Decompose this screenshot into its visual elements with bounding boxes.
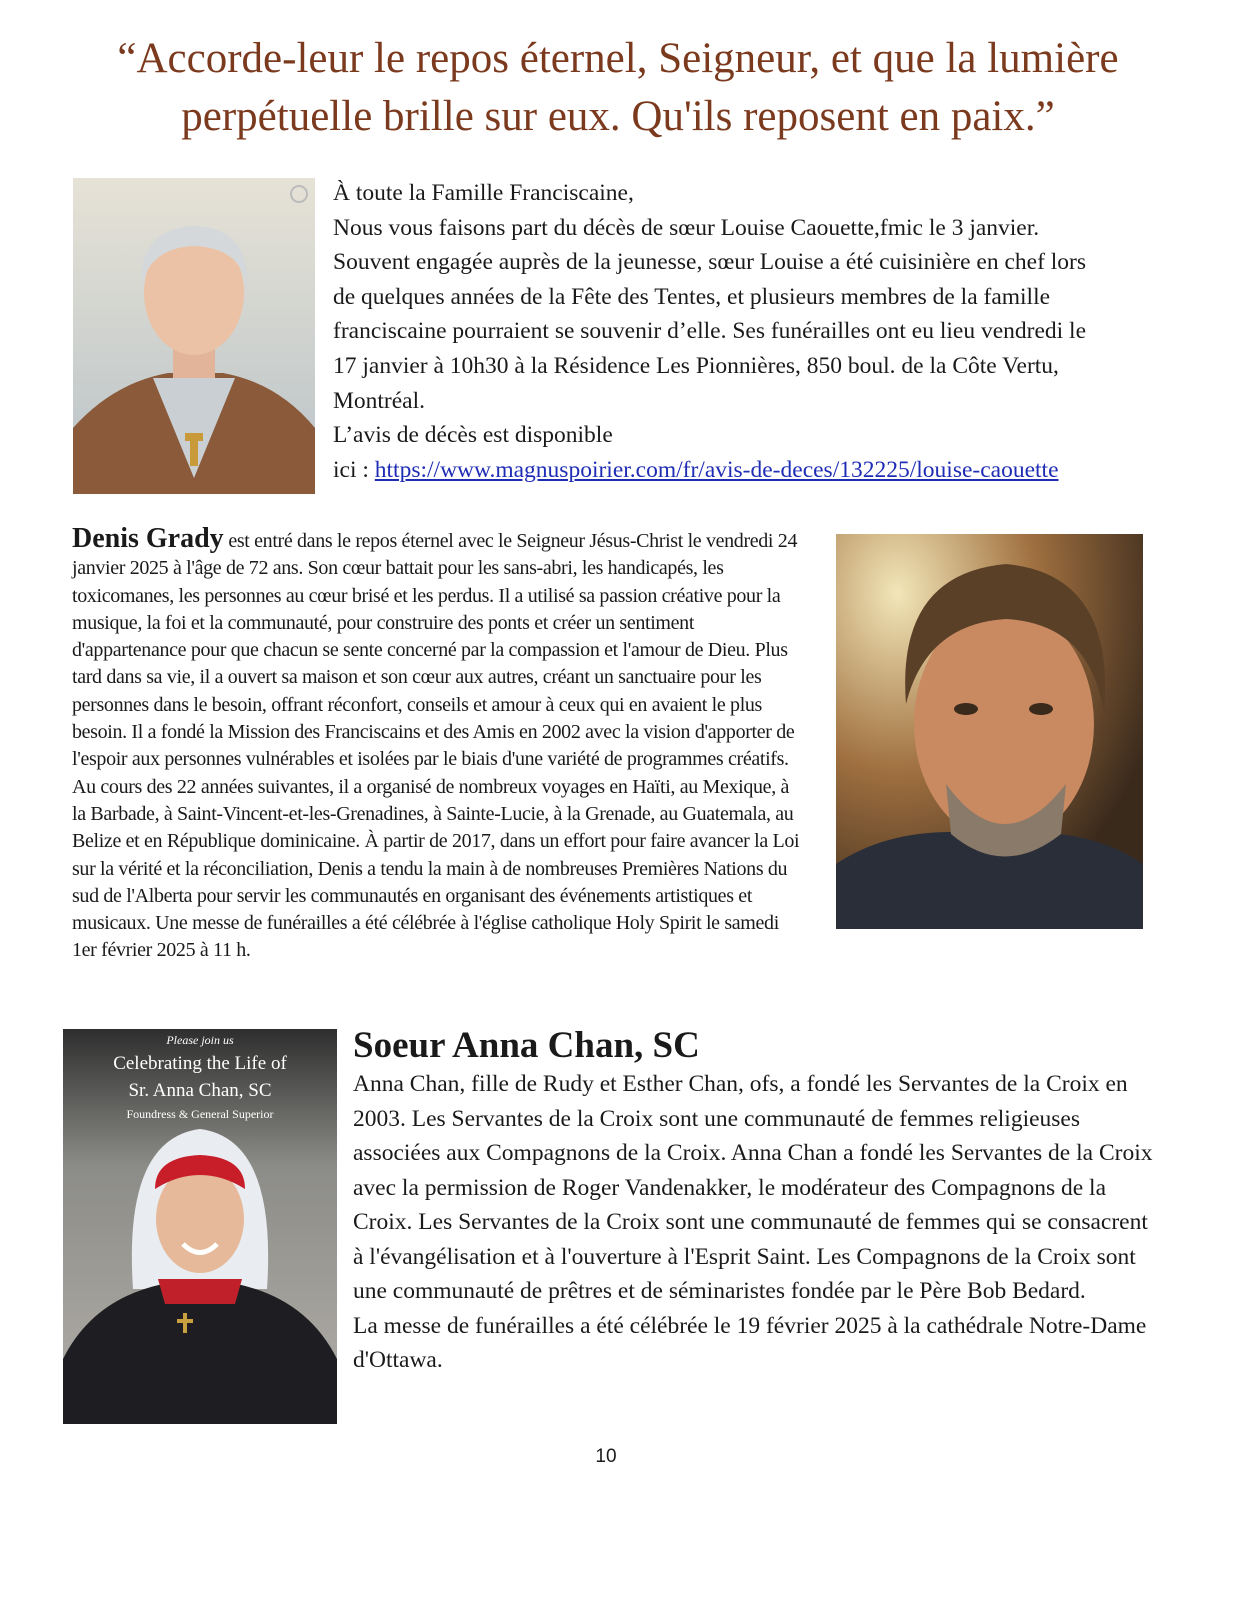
link-prefix: ici : bbox=[333, 456, 375, 483]
louise-caouette-notice bbox=[333, 176, 1113, 487]
denis-grady-notice bbox=[72, 525, 1122, 965]
poster-role: Foundress & General Superior bbox=[126, 1107, 274, 1121]
anna-chan-notice bbox=[353, 1067, 1153, 1378]
louise-body: Nous vous faisons part du décès de sœur Louise Caouette,fmic le 3 janvier. Souvent engagée auprès de la jeunesse, sœur Louise a été cuisinière en chef lors de quelques années de la Fête des Tentes, et plusieurs membres de la famille franciscaine pourraient se souvenir d’elle. Ses funérailles ont eu lieu vendredi le 17 janvier à 10h30 à la Résidence Les Pionnières, 850 boul. de la Côte Vertu, Montréal. bbox=[333, 214, 1087, 414]
anna-chan-title: Soeur Anna Chan, SC bbox=[353, 1025, 700, 1066]
poster-celebrating: Celebrating the Life of bbox=[113, 1053, 287, 1074]
page-number: 10 bbox=[595, 1446, 617, 1467]
anna-chan-funeral: La messe de funérailles a été célébrée le 19 février 2025 à la cathédrale Notre-Dame d'Ottawa. bbox=[353, 1312, 1147, 1373]
louise-caouette-photo bbox=[73, 178, 315, 494]
anna-chan-poster bbox=[63, 1029, 337, 1424]
denis-grady-name: Denis Grady bbox=[72, 523, 224, 554]
poster-please-join: Please join us bbox=[166, 1033, 234, 1047]
poster-name: Sr. Anna Chan, SC bbox=[128, 1080, 272, 1101]
obituary-link[interactable]: https://www.magnuspoirier.com/fr/avis-de-deces/132225/louise-caouette bbox=[374, 456, 1059, 483]
notice-available: L’avis de décès est disponible bbox=[333, 422, 613, 449]
memorial-quote: “Accorde-leur le repos éternel, Seigneur, et que la lumière perpétuelle brille sur eux. Qu'ils reposent en paix.” bbox=[117, 35, 1119, 140]
denis-grady-body: est entré dans le repos éternel avec le Seigneur Jésus-Christ le vendredi 24 janvier 2025 à l'âge de 72 ans. Son cœur battait pour les sans-abri, les handicapés, les toxicomanes, les personnes au cœur brisé et les perdus. Il a utilisé sa passion créative pour la musique, la foi et la communauté, pour construire des ponts et créer un sentiment d'appartenance pour que chacun se sente concerné par la compassion et l'amour de Dieu. Plus tard dans sa vie, il a ouvert sa maison et son cœur aux autres, créant un sanctuaire pour les personnes dans le besoin, offrant réconfort, conseils et amour à ceux qui en avaient le plus besoin. Il a fondé la Mission des Franciscains et des Amis en 2002 avec la vision d'apporter de l'espoir aux personnes vulnérables et isolées par le biais d'une variété de programmes créatifs. Au cours des 22 années suivantes, il a organisé de nombreux voyages en Haïti, au Mexique, à la Barbade, à Saint-Vincent-et-les-Grenadines, à Sainte-Lucie, à la Grenade, au Guatemala, au Belize et en République dominicaine. À partir de 2017, dans un effort pour faire avancer la Loi sur la vérité et la réconciliation, Denis a tendu la main à de nombreuses Premières Nations du sud de l'Alberta pour servir les communautés en organisant des événements artistiques et musicaux. Une messe de funérailles a été célébrée à l'église catholique Holy Spirit le samedi 1er février 2025 à 11 h. bbox=[72, 530, 800, 962]
greeting: À toute la Famille Franciscaine, bbox=[333, 180, 634, 206]
anna-chan-body: Anna Chan, fille de Rudy et Esther Chan, ofs, a fondé les Servantes de la Croix en 2003. Les Servantes de la Croix sont une communauté de femmes religieuses associées aux Compagnons de la Croix. Anna Chan a fondé les Servantes de la Croix avec la permission de Roger Vandenakker, le modérateur des Compagnons de la Croix. Les Servantes de la Croix sont une communauté de femmes qui se consacrent à l'évangélisation et à l'ouverture à l'Esprit Saint. Les Compagnons de la Croix sont une communauté de prêtres et de séminaristes fondée par le Père Bob Bedard. bbox=[353, 1071, 1153, 1304]
